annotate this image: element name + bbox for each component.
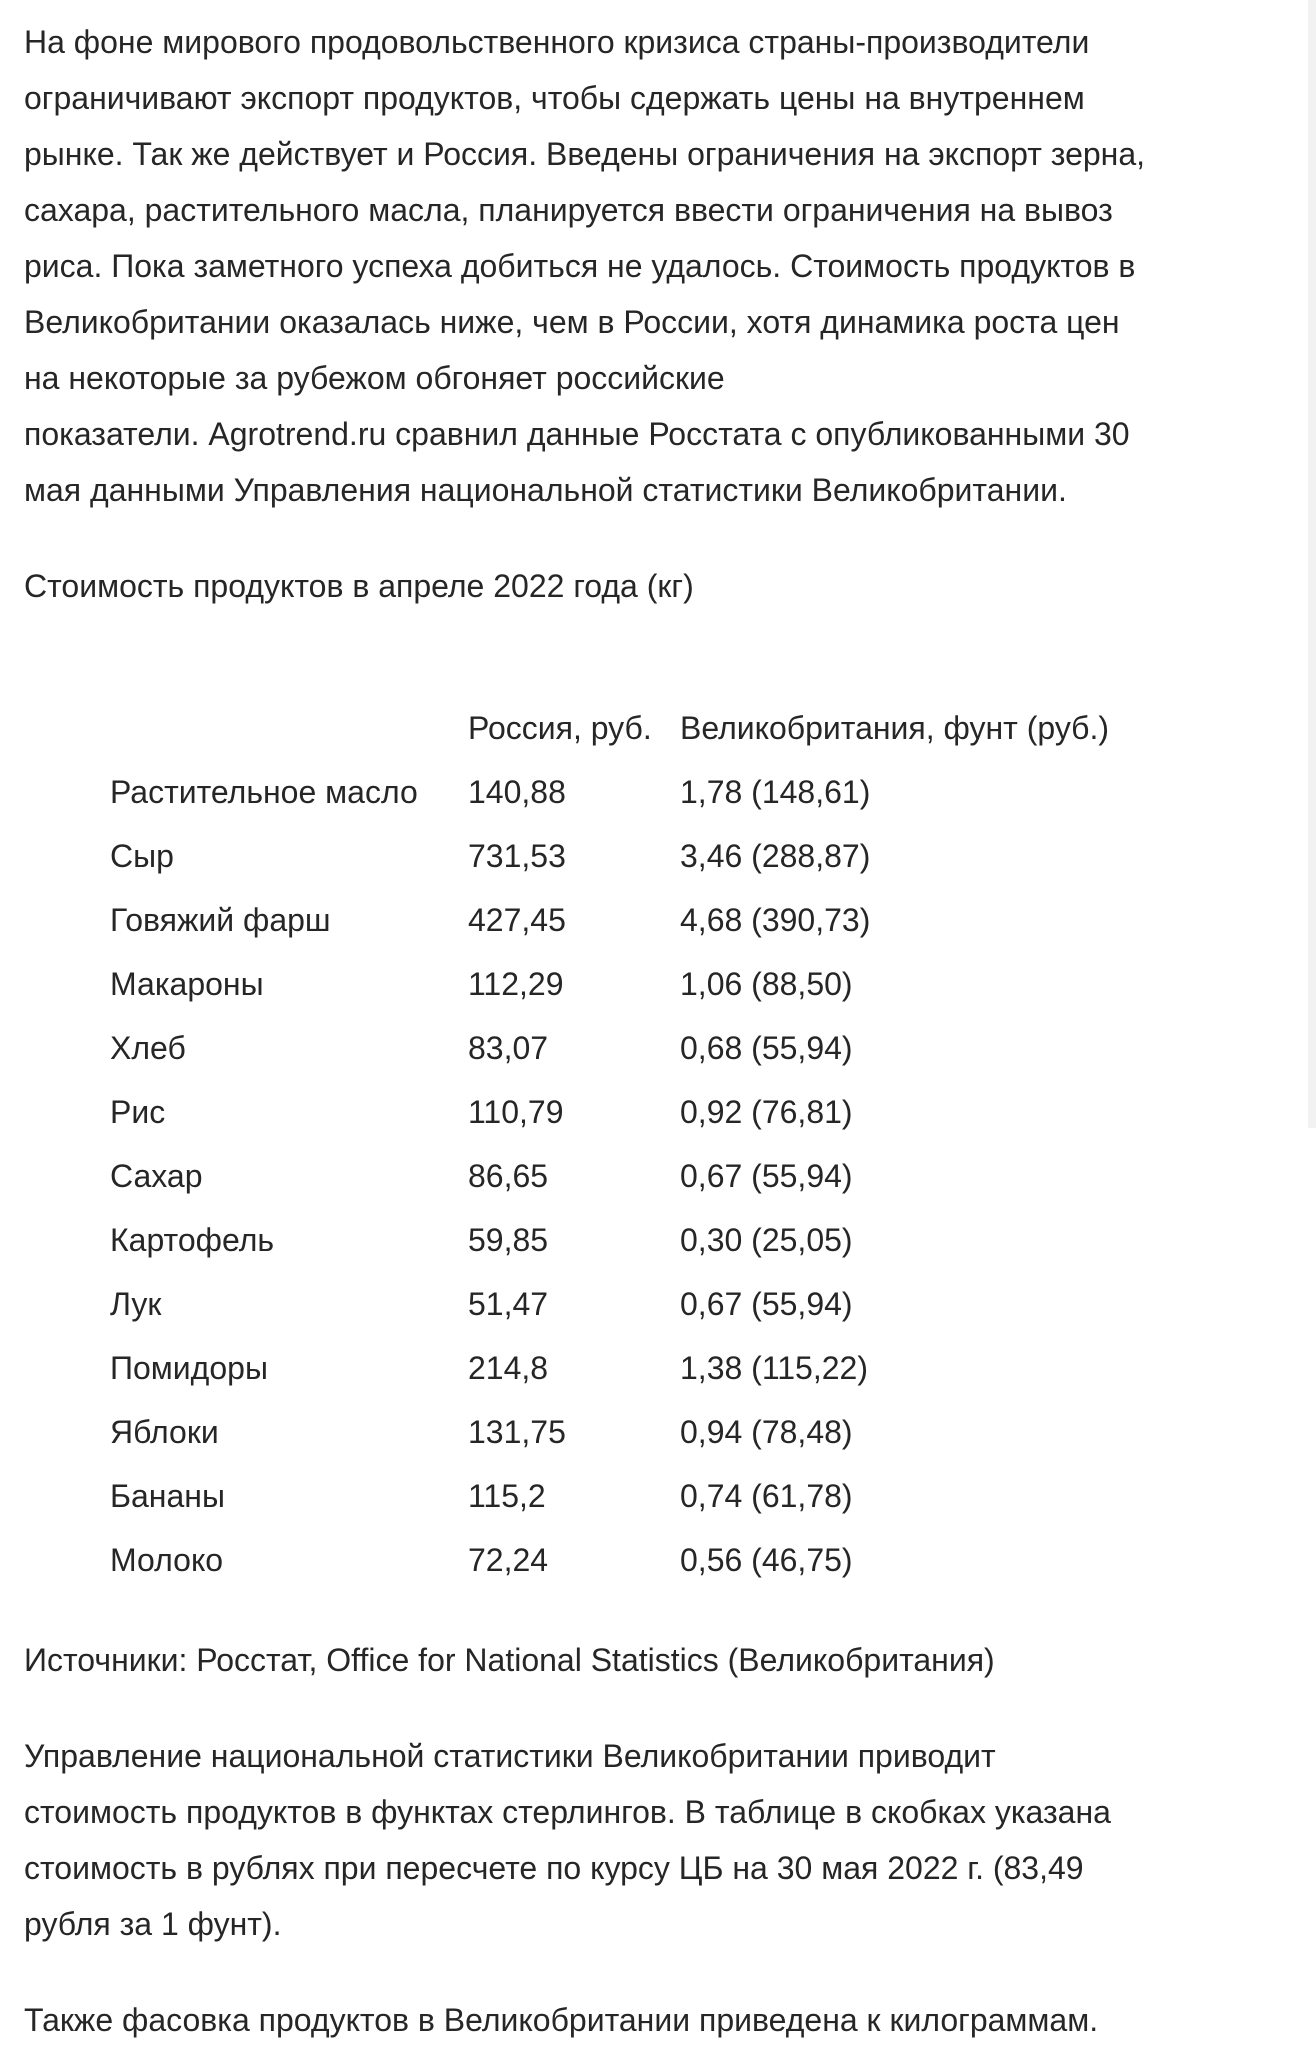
table-row [110,1464,1160,1528]
price-table-wrapper [110,696,1264,1592]
intro-line: сахара, растительного масла, планируется ввести ограничения на вывоз [24,192,1113,228]
cell-product: Картофель [110,1221,275,1258]
cell-uk-price: 1,78 (148,61) [680,773,871,810]
cell-uk-price: 4,68 (390,73) [680,901,871,938]
cell-product: Рис [110,1093,166,1130]
intro-line: мая данными Управления национальной статистики Великобритании. [24,472,1067,508]
cell-uk-price: 0,68 (55,94) [680,1029,853,1066]
cell-russia-price: 140,88 [468,773,566,810]
currency-note-paragraph [24,1728,1264,1952]
cell-uk-price: 1,38 (115,22) [680,1349,868,1386]
intro-line: риса. Пока заметного успеха добиться не удалось. Стоимость продуктов в [24,248,1136,284]
table-row [110,952,1160,1016]
intro-line: ограничивают экспорт продуктов, чтобы сдержать цены на внутреннем [24,80,1085,116]
cell-product: Лук [110,1285,162,1322]
cell-uk-price: 0,30 (25,05) [680,1221,853,1258]
cell-uk-price: 0,67 (55,94) [680,1157,853,1194]
table-row [110,760,1160,824]
cell-russia-price: 59,85 [468,1221,549,1258]
cell-product: Сахар [110,1157,203,1194]
cell-russia-price: 72,24 [468,1541,549,1578]
intro-line: Великобритании оказалась ниже, чем в России, хотя динамика роста цен [24,304,1120,340]
cell-uk-price: 0,94 (78,48) [680,1413,853,1450]
intro-line: показатели. Agrotrend.ru сравнил данные Росстата с опубликованными 30 [24,416,1130,452]
table-row [110,1272,1160,1336]
cell-russia-price: 214,8 [468,1349,549,1386]
cell-russia-price: 731,53 [468,837,566,874]
table-row [110,1144,1160,1208]
packaging-note: Также фасовка продуктов в Великобритании приведена к килограммам. [24,2002,1099,2038]
price-table [110,696,1160,1592]
intro-paragraph [24,14,1264,518]
header-product [110,696,468,760]
cell-product: Хлеб [110,1029,186,1066]
cell-uk-price: 0,92 (76,81) [680,1093,853,1130]
cell-russia-price: 115,2 [468,1477,546,1514]
table-row [110,1016,1160,1080]
scrollbar-track[interactable] [1308,0,1316,1128]
cell-uk-price: 3,46 (288,87) [680,837,871,874]
table-row [110,888,1160,952]
cell-product: Яблоки [110,1413,219,1450]
intro-line: рынке. Так же действует и Россия. Введены ограничения на экспорт зерна, [24,136,1146,172]
cell-uk-price: 0,74 (61,78) [680,1477,853,1514]
cell-uk-price: 0,56 (46,75) [680,1541,853,1578]
cell-russia-price: 110,79 [468,1093,564,1130]
cell-product: Молоко [110,1541,224,1578]
table-header-row [110,696,1160,760]
cell-russia-price: 86,65 [468,1157,549,1194]
header-russia: Россия, руб. [468,709,652,746]
cell-russia-price: 51,47 [468,1285,549,1322]
cell-uk-price: 0,67 (55,94) [680,1285,853,1322]
note-line: стоимость продуктов в функтах стерлингов. В таблице в скобках указана [24,1794,1111,1830]
article [24,14,1264,2048]
cell-product: Бананы [110,1477,225,1514]
cell-russia-price: 112,29 [468,965,564,1002]
cell-russia-price: 427,45 [468,901,566,938]
cell-uk-price: 1,06 (88,50) [680,965,853,1002]
cell-russia-price: 131,75 [468,1413,566,1450]
table-row [110,1336,1160,1400]
intro-line: На фоне мирового продовольственного кризиса страны-производители [24,24,1090,60]
header-uk: Великобритания, фунт (руб.) [680,709,1110,746]
table-row [110,824,1160,888]
table-row [110,1208,1160,1272]
cell-product: Сыр [110,837,174,874]
table-row [110,1080,1160,1144]
cell-russia-price: 83,07 [468,1029,549,1066]
cell-product: Макароны [110,965,264,1002]
note-line: Управление национальной статистики Великобритании приводит [24,1738,996,1774]
table-body [110,760,1160,1592]
note-line: стоимость в рублях при пересчете по курсу ЦБ на 30 мая 2022 г. (83,49 [24,1850,1084,1886]
table-title: Стоимость продуктов в апреле 2022 года (кг) [24,568,694,604]
source-note: Источники: Росстат, Office for National Statistics (Великобритания) [24,1642,995,1678]
cell-product: Говяжий фарш [110,901,331,938]
intro-line: на некоторые за рубежом обгоняет российские [24,360,725,396]
table-row [110,1400,1160,1464]
cell-product: Растительное масло [110,773,418,810]
table-row [110,1528,1160,1592]
note-line: рубля за 1 фунт). [24,1906,282,1942]
cell-product: Помидоры [110,1349,268,1386]
